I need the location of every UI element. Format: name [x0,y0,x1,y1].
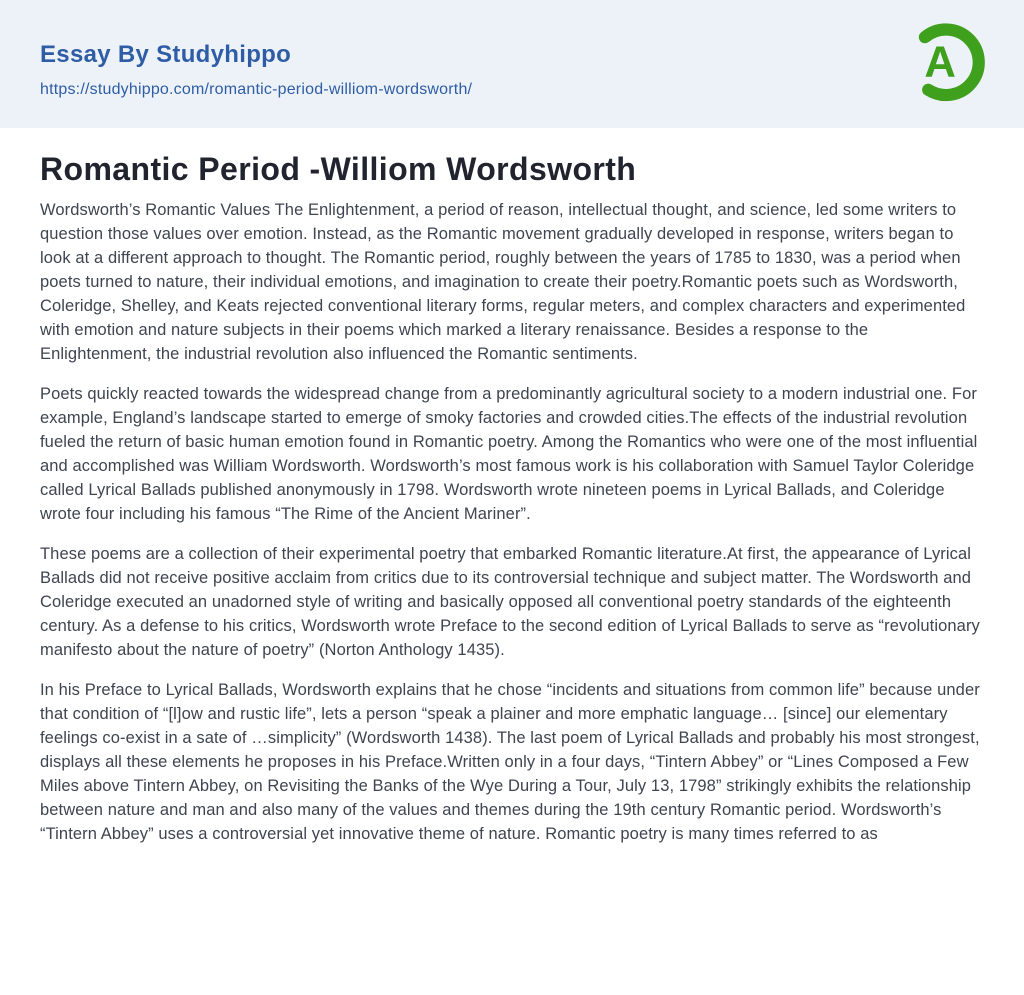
essay-page [0,128,1024,846]
page-url-link[interactable]: https://studyhippo.com/romantic-period-williom-wordsworth/ [40,81,473,99]
logo-letter: A [924,37,956,87]
header-text-block [40,0,472,99]
essay-paragraph-2: Poets quickly reacted towards the widespread change from a predominantly agricultural society to a modern industrial one. For example, England’s landscape started to emerge of smoky factories and crowded cities.The effects of the industrial revolution fueled the return of basic human emotion found in Romantic poetry. Among the Romantics who were one of the most influential and accomplished was William Wordsworth. Wordsworth’s most famous work is his collaboration with Samuel Taylor Coleridge called Lyrical Ballads published anonymously in 1798. Wordsworth wrote nineteen poems in Lyrical Ballads, and Coleridge wrote four including his famous “The Rime of the Ancient Mariner”. [40,385,978,523]
essay-paragraph-4: In his Preface to Lyrical Ballads, Wordsworth explains that he chose “incidents and situations from common life” because under that condition of “[l]ow and rustic life”, lets a person “speak a plainer and more emphatic language… [since] our elementary feelings co-exist in a sate of …simplicity” (Wordsworth 1438). The last poem of Lyrical Ballads and probably his most strongest, displays all these elements he proposes in his Preface.Written only in a four days, “Tintern Abbey” or “Lines Composed a Few Miles above Tintern Abbey, on Revisiting the Banks of the Wye During a Tour, July 13, 1798” strikingly exhibits the relationship between nature and man and also many of the values and themes during the 19th century Romantic period. Wordsworth’s “Tintern Abbey” uses a controversial yet innovative theme of nature. Romantic poetry is many times referred to as [40,681,980,843]
essay-paragraph-3: These poems are a collection of their experimental poetry that embarked Romantic literature.At first, the appearance of Lyrical Ballads did not receive positive acclaim from critics due to its controversial technique and subject matter. The Wordsworth and Coleridge executed an unadorned style of writing and basically opposed all conventional poetry standards of the eighteenth century. As a defense to his critics, Wordsworth wrote Preface to the second edition of Lyrical Ballads to serve as “revolutionary manifesto about the nature of poetry” (Norton Anthology 1435). [40,545,980,659]
article-title: Romantic Period -Williom Wordsworth [40,151,637,187]
studyhippo-logo [904,0,988,113]
logo-a-arc-icon [904,20,988,108]
site-title: Essay By Studyhippo [40,41,292,68]
page-header [0,0,1024,128]
essay-paragraph-1: Wordsworth’s Romantic Values The Enlightenment, a period of reason, intellectual thought, and science, led some writers to question those values over emotion. Instead, as the Romantic movement gradually developed in response, writers began to look at a different approach to thought. The Romantic period, roughly between the years of 1785 to 1830, was a period when poets turned to nature, their individual emotions, and imagination to create their poetry.Romantic poets such as Wordsworth, Coleridge, Shelley, and Keats rejected conventional literary forms, regular meters, and complex characters and experimented with emotion and nature subjects in their poems which marked a literary renaissance. Besides a response to the Enlightenment, the industrial revolution also influenced the Romantic sentiments. [40,201,966,363]
